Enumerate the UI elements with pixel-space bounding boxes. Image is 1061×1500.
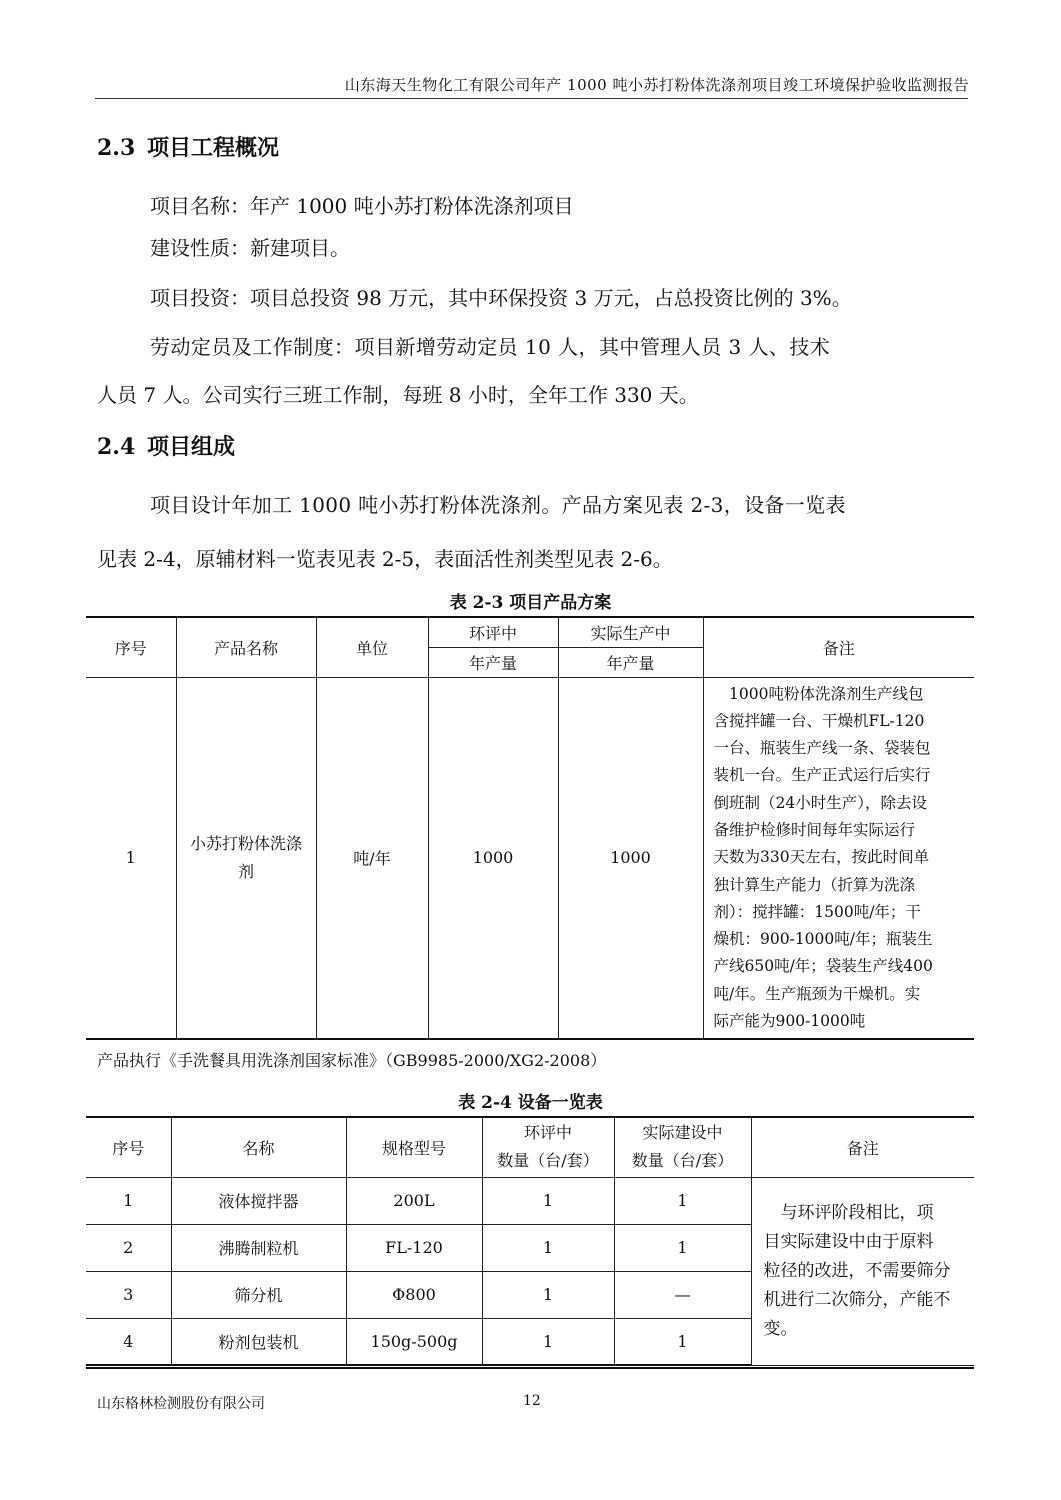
header-eia: 环评中: [428, 617, 558, 647]
header-eia-output: 年产量: [428, 647, 558, 677]
header-seq: 序号: [86, 617, 176, 677]
cell-eia-qty: 1: [482, 1318, 614, 1365]
header-note: 备注: [703, 617, 974, 677]
cell-actual-qty: 1: [614, 1224, 751, 1271]
cell-eia-qty: 1: [482, 1224, 614, 1271]
cell-note: [703, 677, 974, 1039]
page-number: 12: [523, 1393, 541, 1409]
note-line: 1000吨粉体洗涤剂生产线包: [713, 684, 924, 703]
construction-nature-line: 建设性质：新建项目。: [150, 236, 350, 260]
header-seq: 序号: [86, 1117, 171, 1177]
project-name-line: 项目名称：年产 1000 吨小苏打粉体洗涤剂项目: [150, 194, 574, 218]
note-line: 含搅拌罐一台、干燥机FL-120: [713, 711, 925, 730]
section-number: 2.3: [97, 135, 136, 161]
header-name: 名称: [171, 1117, 346, 1177]
cell-product-name: 小苏打粉体洗涤剂: [176, 677, 316, 1039]
table-row: [86, 1177, 974, 1224]
note-line: 燥机：900-1000吨/年；瓶装生: [713, 930, 933, 949]
note-line: 目实际建设中由于原料: [763, 1231, 934, 1252]
footer-company: 山东格林检测股份有限公司: [97, 1396, 265, 1412]
cell-name: 液体搅拌器: [171, 1177, 346, 1224]
equipment-table: [86, 1116, 974, 1366]
header-actual-top: 实际建设中: [642, 1123, 723, 1143]
cell-actual-qty: 1: [614, 1318, 751, 1365]
cell-actual-qty: 1: [614, 1177, 751, 1224]
cell-actual-output: 1000: [558, 677, 703, 1039]
cell-seq: 4: [86, 1318, 171, 1365]
cell-spec: 150g-500g: [346, 1318, 482, 1365]
cell-seq: 1: [86, 1177, 171, 1224]
header-actual-qty: [614, 1117, 751, 1177]
note-line: 倒班制（24小时生产），除去设: [713, 793, 927, 812]
note-line: 变。: [763, 1318, 798, 1339]
section-number: 2.4: [97, 434, 136, 460]
note-line: 产线650吨/年；袋装生产线400: [713, 957, 933, 976]
cell-eia-output: 1000: [428, 677, 558, 1039]
table-caption: 表 2-3 项目产品方案: [449, 593, 612, 613]
section-title: 项目组成: [147, 434, 236, 460]
header-eia-qty: [482, 1117, 614, 1177]
header-actual-output: 年产量: [558, 647, 703, 677]
header-eia-top: 环评中: [523, 1123, 572, 1143]
cell-seq: 1: [86, 677, 176, 1039]
composition-line-2: 见表 2-4，原辅材料一览表见表 2-5，表面活性剂类型见表 2-6。: [97, 547, 673, 571]
product-plan-table: [86, 616, 974, 1040]
header-note: 备注: [751, 1117, 974, 1177]
note-line: 一台、瓶装生产线一条、袋装包: [713, 739, 931, 758]
note-line: 际产能为900-1000吨: [713, 1012, 866, 1031]
cell-actual-qty: —: [614, 1271, 751, 1318]
cell-name: 筛分机: [171, 1271, 346, 1318]
note-line: 装机一台。生产正式运行后实行: [713, 766, 931, 785]
note-line: 天数为330天左右，按此时间单: [713, 848, 930, 867]
section-heading-2-3: [97, 131, 279, 162]
composition-line-1: 项目设计年加工 1000 吨小苏打粉体洗涤剂。产品方案见表 2-3，设备一览表: [150, 493, 846, 517]
cell-seq: 3: [86, 1271, 171, 1318]
cell-spec: FL-120: [346, 1224, 482, 1271]
note-line: 独计算生产能力（折算为洗涤: [713, 875, 916, 894]
staffing-line-2: 人员 7 人。公司实行三班工作制，每班 8 小时，全年工作 330 天。: [97, 383, 699, 407]
table-row: [86, 677, 974, 1039]
header-product-name: 产品名称: [176, 617, 316, 677]
cell-name: 粉剂包装机: [171, 1318, 346, 1365]
cell-spec: 200L: [346, 1177, 482, 1224]
note-line: 机进行二次筛分，产能不: [763, 1289, 951, 1310]
note-line: 与环评阶段相比，项: [763, 1202, 934, 1223]
note-line: 备维护检修时间每年实际运行: [713, 820, 916, 839]
section-title: 项目工程概况: [147, 135, 280, 161]
page-header: 山东海天生物化工有限公司年产 1000 吨小苏打粉体洗涤剂项目竣工环境保护验收监测报告: [344, 76, 969, 94]
section-heading-2-4: [97, 430, 235, 461]
cell-unit: 吨/年: [316, 677, 428, 1039]
cell-seq: 2: [86, 1224, 171, 1271]
header-unit: 单位: [316, 617, 428, 677]
investment-line: 项目投资：项目总投资 98 万元，其中环保投资 3 万元，占总投资比例的 3%。: [150, 286, 852, 310]
cell-note: [751, 1177, 974, 1365]
header-eia-bottom: 数量（台/套）: [497, 1151, 599, 1171]
table-caption: 表 2-4 设备一览表: [458, 1093, 603, 1113]
footer-rule: [86, 1367, 974, 1369]
staffing-line-1: 劳动定员及工作制度：项目新增劳动定员 10 人，其中管理人员 3 人、技术: [150, 335, 831, 359]
note-line: 粒径的改进，不需要筛分: [763, 1260, 951, 1281]
cell-eia-qty: 1: [482, 1271, 614, 1318]
cell-eia-qty: 1: [482, 1177, 614, 1224]
header-spec: 规格型号: [346, 1117, 482, 1177]
cell-spec: Φ800: [346, 1271, 482, 1318]
table-footnote: 产品执行《手洗餐具用洗涤剂国家标准》（GB9985-2000/XG2-2008）: [97, 1051, 607, 1070]
note-line: 剂）：搅拌罐：1500吨/年；干: [713, 902, 921, 921]
note-line: 吨/年。生产瓶颈为干燥机。实: [713, 984, 921, 1003]
header-actual-bottom: 数量（台/套）: [631, 1151, 734, 1171]
header-rule: [95, 98, 968, 99]
cell-name: 沸腾制粒机: [171, 1224, 346, 1271]
header-actual: 实际生产中: [558, 617, 703, 647]
